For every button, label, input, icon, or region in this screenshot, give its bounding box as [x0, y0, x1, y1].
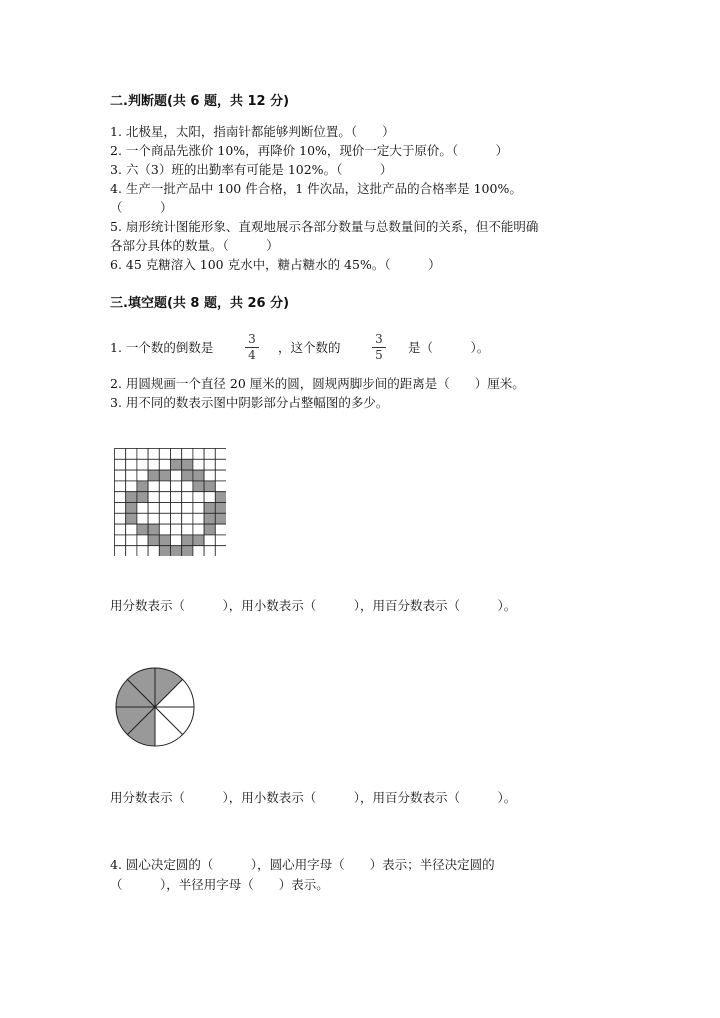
grid-cell	[193, 524, 204, 535]
grid-cell	[115, 481, 126, 492]
grid-cell	[171, 459, 182, 470]
grid-cell	[115, 546, 126, 556]
grid-cell	[115, 535, 126, 546]
grid-cell	[182, 503, 193, 514]
grid-cell	[148, 449, 159, 460]
grid-cell	[182, 513, 193, 524]
grid-cell	[171, 470, 182, 481]
grid-cell	[148, 503, 159, 514]
judgment-item-2: 2. 一个商品先涨价 10%，再降价 10%，现价一定大于原价。（ ）	[110, 143, 509, 158]
grid-cell	[115, 503, 126, 514]
grid-cell	[137, 459, 148, 470]
grid-cell	[126, 470, 137, 481]
grid-cell	[193, 470, 204, 481]
grid-cell	[182, 470, 193, 481]
grid-cell	[148, 513, 159, 524]
circle-answer-line: 用分数表示（ ），用小数表示（ ），用百分数表示（ ）。	[110, 790, 517, 805]
grid-cell	[137, 524, 148, 535]
grid-cell	[215, 546, 226, 556]
judgment-item-4-blank: （ ）	[110, 200, 173, 215]
grid-cell	[115, 492, 126, 503]
fraction-3-5	[372, 333, 386, 362]
grid-cell	[215, 459, 226, 470]
judgment-item-5: 5. 扇形统计图能形象、直观地展示各部分数量与总数量间的关系，但不能明确	[110, 219, 539, 234]
grid-cell	[148, 546, 159, 556]
grid-cell	[171, 481, 182, 492]
grid-cell	[148, 492, 159, 503]
grid-cell	[159, 524, 170, 535]
section-heading-judgment: 二.判断题(共 6 题，共 12 分)	[110, 94, 290, 109]
grid-cell	[171, 503, 182, 514]
grid-cell	[182, 535, 193, 546]
grid-cell	[193, 449, 204, 460]
grid-cell	[159, 546, 170, 556]
grid-cell	[137, 503, 148, 514]
judgment-item-5-cont: 各部分具体的数量。（ ）	[110, 238, 279, 253]
grid-cell	[215, 535, 226, 546]
grid-cell	[126, 546, 137, 556]
grid-cell	[193, 535, 204, 546]
grid-cell	[204, 503, 215, 514]
grid-cell	[159, 513, 170, 524]
judgment-item-6: 6. 45 克糖溶入 100 克水中，糖占糖水的 45%。（ ）	[110, 257, 441, 272]
grid-cell	[137, 481, 148, 492]
judgment-item-4: 4. 生产一批产品中 100 件合格，1 件次品，这批产品的合格率是 100%。	[110, 181, 522, 196]
grid-cell	[204, 492, 215, 503]
grid-cell	[148, 459, 159, 470]
grid-cell	[204, 481, 215, 492]
grid-cell	[204, 524, 215, 535]
grid-cell	[126, 481, 137, 492]
grid-cell	[159, 449, 170, 460]
grid-cell	[215, 524, 226, 535]
fill-q3: 3. 用不同的数表示图中阴影部分占整幅图的多少。	[110, 395, 389, 410]
grid-cell	[182, 546, 193, 556]
grid-cell	[148, 524, 159, 535]
grid-cell	[193, 513, 204, 524]
grid-cell	[215, 449, 226, 460]
grid-cell	[215, 513, 226, 524]
grid-cell	[148, 535, 159, 546]
grid-cell	[126, 513, 137, 524]
grid-cell	[171, 449, 182, 460]
grid-cell	[126, 459, 137, 470]
grid-cell	[126, 524, 137, 535]
grid-cell	[159, 535, 170, 546]
grid-cell	[215, 503, 226, 514]
grid-cell	[115, 513, 126, 524]
fraction-3-4	[245, 333, 259, 362]
fill-q1-prefix: 1. 一个数的倒数是	[110, 340, 214, 355]
grid-cell	[204, 470, 215, 481]
grid-cell	[215, 492, 226, 503]
grid-cell	[193, 459, 204, 470]
grid-cell	[115, 449, 126, 460]
fraction-denominator: 5	[375, 348, 383, 362]
grid-cell	[126, 503, 137, 514]
fraction-denominator: 4	[248, 348, 256, 362]
grid-cell	[115, 459, 126, 470]
shaded-grid-figure	[114, 448, 226, 556]
grid-cell	[171, 513, 182, 524]
grid-cell	[182, 459, 193, 470]
grid-cell	[115, 470, 126, 481]
fill-q1-suffix: 是（ ）。	[408, 340, 490, 355]
judgment-item-3: 3. 六（3）班的出勤率有可能是 102%。（ ）	[110, 162, 393, 177]
grid-cell	[193, 481, 204, 492]
grid-cell	[193, 492, 204, 503]
shaded-circle-figure	[114, 666, 196, 748]
grid-cell	[182, 449, 193, 460]
fraction-numerator: 3	[375, 332, 383, 346]
grid-cell	[204, 546, 215, 556]
grid-cell	[215, 470, 226, 481]
grid-cell	[137, 535, 148, 546]
grid-cell	[182, 492, 193, 503]
grid-cell	[148, 481, 159, 492]
grid-cell	[148, 470, 159, 481]
grid-cell	[204, 459, 215, 470]
grid-cell	[171, 546, 182, 556]
grid-cell	[159, 492, 170, 503]
fill-q4-line2: （ ），半径用字母（ ）表示。	[110, 877, 329, 892]
grid-cell	[204, 535, 215, 546]
grid-cell	[171, 535, 182, 546]
grid-cell	[137, 513, 148, 524]
grid-cell	[159, 481, 170, 492]
judgment-item-1: 1. 北极星，太阳，指南针都能够判断位置。（ ）	[110, 124, 395, 139]
grid-cell	[159, 470, 170, 481]
grid-cell	[182, 481, 193, 492]
grid-cell	[137, 492, 148, 503]
grid-cell	[171, 492, 182, 503]
fill-q2: 2. 用圆规画一个直径 20 厘米的圆，圆规两脚步间的距离是（ ）厘米。	[110, 376, 525, 391]
fill-q1-middle: ，这个数的	[278, 340, 341, 355]
grid-cell	[159, 459, 170, 470]
fill-q4-line1: 4. 圆心决定圆的（ ），圆心用字母（ ）表示；半径决定圆的	[110, 857, 495, 872]
grid-cell	[204, 513, 215, 524]
grid-cell	[126, 492, 137, 503]
grid-cell	[193, 503, 204, 514]
grid-cell	[204, 449, 215, 460]
grid-cell	[137, 546, 148, 556]
grid-answer-line: 用分数表示（ ），用小数表示（ ），用百分数表示（ ）。	[110, 598, 517, 613]
grid-cell	[137, 449, 148, 460]
grid-cell	[126, 535, 137, 546]
grid-cell	[215, 481, 226, 492]
grid-cell	[182, 524, 193, 535]
grid-cell	[171, 524, 182, 535]
grid-cell	[137, 470, 148, 481]
grid-cell	[126, 449, 137, 460]
fraction-numerator: 3	[248, 332, 256, 346]
grid-cell	[159, 503, 170, 514]
section-heading-fill-blank: 三.填空题(共 8 题，共 26 分)	[110, 296, 290, 311]
grid-cell	[115, 524, 126, 535]
grid-cell	[193, 546, 204, 556]
